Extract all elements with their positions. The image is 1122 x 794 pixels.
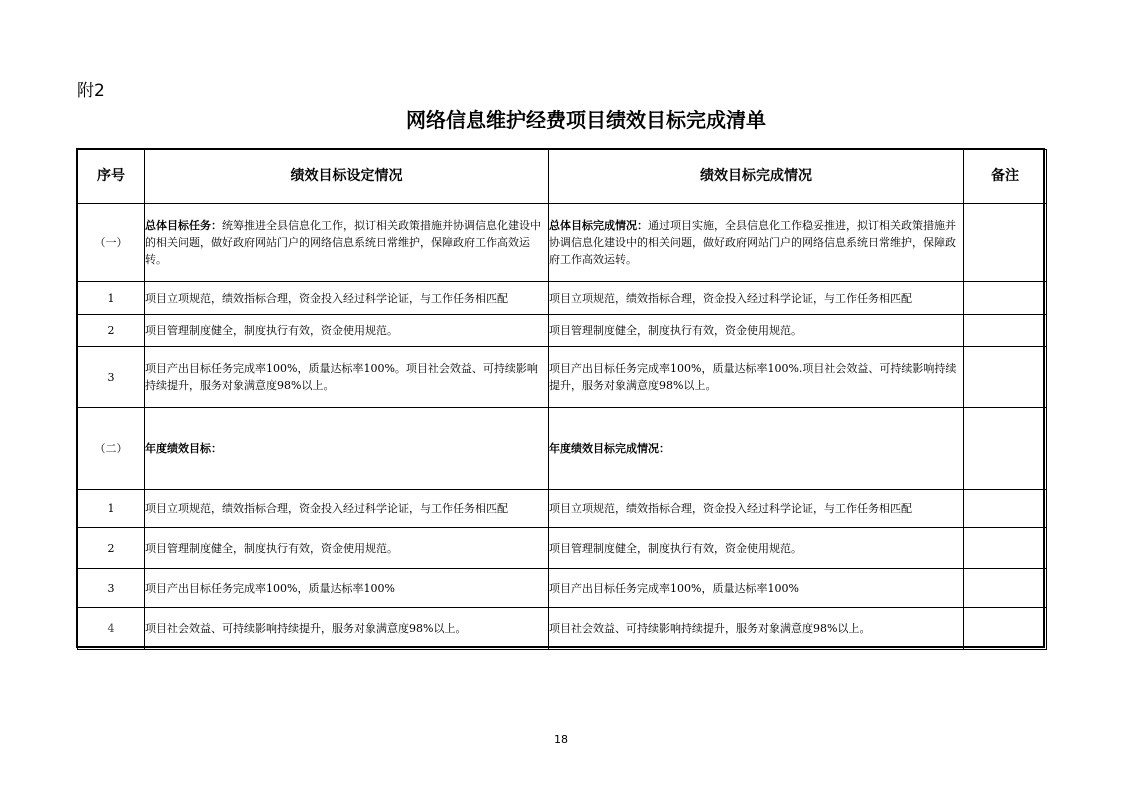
table-header-row: [78, 150, 1047, 204]
row-done: 项目立项规范，绩效指标合理，资金投入经过科学论证，与工作任务相匹配: [549, 490, 964, 528]
row-no: 3: [78, 347, 145, 408]
row-set: 项目管理制度健全，制度执行有效，资金使用规范。: [145, 528, 549, 569]
section-set-text: 统筹推进全县信息化工作，拟订相关政策措施并协调信息化建设中的相关问题，做好政府网站门户的网络信息系统日常维护，保障政府工作高效运转。: [145, 219, 541, 266]
section-set-label: 年度绩效目标：: [145, 408, 549, 490]
remark-cell: [964, 408, 1047, 490]
page-title: 网络信息维护经费项目绩效目标完成清单: [406, 108, 766, 132]
annex-label: 附2: [77, 81, 105, 101]
remark-cell: [964, 569, 1047, 608]
header-no: 序号: [78, 150, 145, 204]
header-done: 绩效目标完成情况: [549, 150, 964, 204]
table-row: [78, 282, 1047, 315]
remark-cell: [964, 347, 1047, 408]
table-row: [78, 315, 1047, 347]
row-set: 项目产出目标任务完成率100%，质量达标率100%。项目社会效益、可持续影响持续提升，服务对象满意度98%以上。: [145, 347, 549, 408]
row-done: 项目管理制度健全，制度执行有效，资金使用规范。: [549, 528, 964, 569]
performance-table: [77, 149, 1047, 650]
remark-cell: [964, 204, 1047, 282]
row-no: 2: [78, 528, 145, 569]
row-no: 4: [78, 608, 145, 650]
section-done-label: 总体目标完成情况：: [549, 219, 648, 232]
section-row-1: [78, 204, 1047, 282]
row-done: 项目产出目标任务完成率100%，质量达标率100%: [549, 569, 964, 608]
row-done: 项目立项规范，绩效指标合理，资金投入经过科学论证，与工作任务相匹配: [549, 282, 964, 315]
section-no: （一）: [78, 204, 145, 282]
remark-cell: [964, 608, 1047, 650]
section-done-text: 通过项目实施，全县信息化工作稳妥推进，拟订相关政策措施并协调信息化建设中的相关问题，做好政府网站门户的网络信息系统日常维护，保障政府工作高效运转。: [549, 219, 956, 266]
table-row: [78, 347, 1047, 408]
section-set-label: 总体目标任务：: [145, 219, 222, 232]
table-row: [78, 528, 1047, 569]
table-row: [78, 490, 1047, 528]
row-set: 项目立项规范，绩效指标合理，资金投入经过科学论证，与工作任务相匹配: [145, 282, 549, 315]
remark-cell: [964, 315, 1047, 347]
remark-cell: [964, 490, 1047, 528]
remark-cell: [964, 282, 1047, 315]
remark-cell: [964, 528, 1047, 569]
section-done-label: 年度绩效目标完成情况：: [549, 408, 964, 490]
header-set: 绩效目标设定情况: [145, 150, 549, 204]
row-set: 项目社会效益、可持续影响持续提升，服务对象满意度98%以上。: [145, 608, 549, 650]
row-done: 项目产出目标任务完成率100%，质量达标率100%.项目社会效益、可持续影响持续提升，服务对象满意度98%以上。: [549, 347, 964, 408]
table-row: [78, 608, 1047, 650]
section-no: （二）: [78, 408, 145, 490]
row-no: 1: [78, 490, 145, 528]
header-remark: 备注: [964, 150, 1047, 204]
row-done: 项目管理制度健全，制度执行有效，资金使用规范。: [549, 315, 964, 347]
row-set: 项目管理制度健全，制度执行有效，资金使用规范。: [145, 315, 549, 347]
row-set: 项目立项规范，绩效指标合理，资金投入经过科学论证，与工作任务相匹配: [145, 490, 549, 528]
row-set: 项目产出目标任务完成率100%，质量达标率100%: [145, 569, 549, 608]
section-row-2: [78, 408, 1047, 490]
row-no: 3: [78, 569, 145, 608]
page-number: 18: [554, 733, 568, 746]
row-no: 1: [78, 282, 145, 315]
row-no: 2: [78, 315, 145, 347]
table-row: [78, 569, 1047, 608]
row-done: 项目社会效益、可持续影响持续提升，服务对象满意度98%以上。: [549, 608, 964, 650]
section-done-cell: [549, 204, 964, 282]
section-set-cell: [145, 204, 549, 282]
